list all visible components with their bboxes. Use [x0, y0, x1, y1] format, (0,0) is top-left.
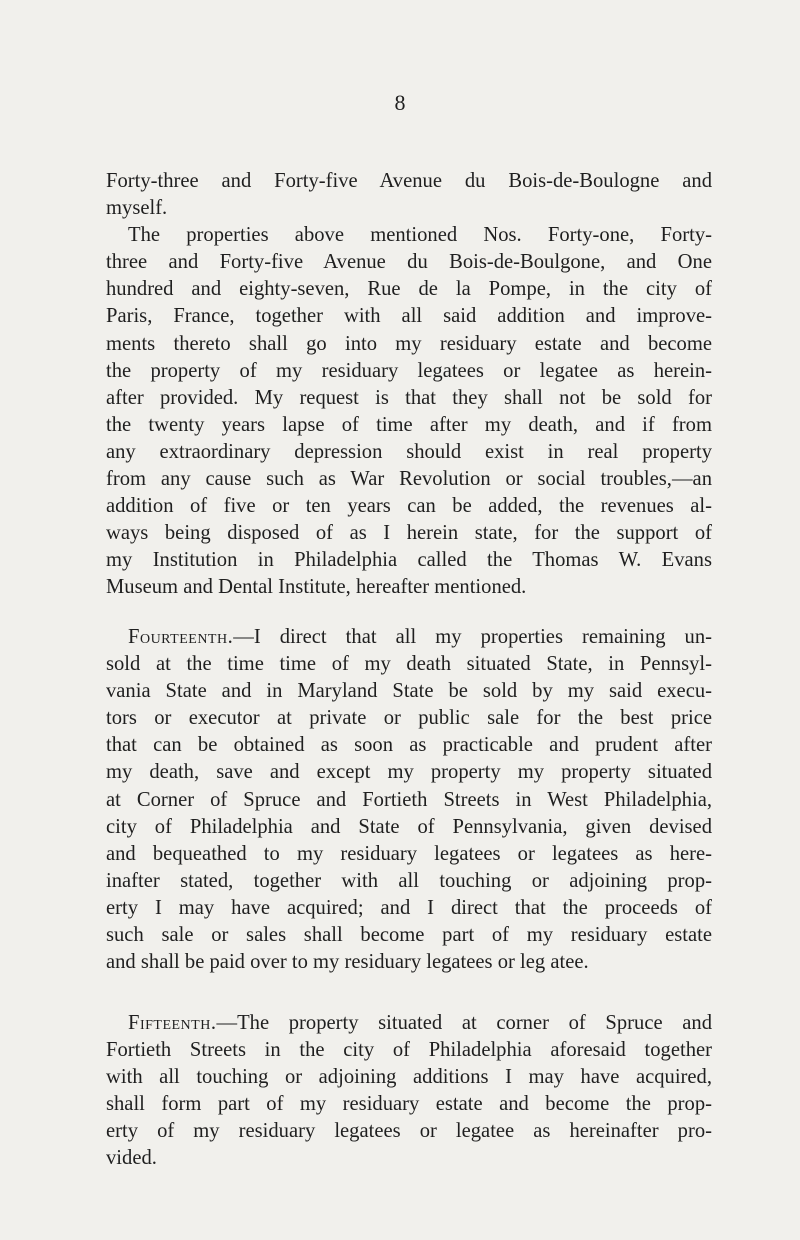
text-line: city of Philadelphia and State of Pennsylvania, given devised	[106, 815, 712, 838]
page-number: 8	[394, 90, 406, 115]
text-line: three and Forty-five Avenue du Bois-de-Boulgone, and One	[106, 251, 712, 274]
paragraph-continuation	[106, 168, 712, 602]
text-line: my death, save and except my property my property situated	[106, 761, 712, 784]
text-line: vided.	[106, 1147, 157, 1170]
text-line: myself.	[106, 197, 168, 220]
text-line-rest: —I direct that all my properties remaining un-	[233, 626, 712, 648]
text-line: Fortieth Streets in the city of Philadelphia aforesaid together	[106, 1039, 712, 1062]
text-line: erty of my residuary legatees or legatee as hereinafter pro-	[106, 1120, 712, 1143]
text-line: that can be obtained as soon as practicable and prudent after	[106, 734, 712, 757]
text-line: inafter stated, together with all touching or adjoining prop-	[106, 869, 712, 892]
text-line: ways being disposed of as I herein state, for the support of	[106, 522, 712, 545]
section-heading: Fourteenth.	[128, 626, 234, 648]
text-line: erty I may have acquired; and I direct that the proceeds of	[106, 896, 712, 919]
text-line: addition of five or ten years can be added, the revenues al-	[106, 495, 712, 518]
text-line: at Corner of Spruce and Fortieth Streets in West Philadelphia,	[106, 788, 712, 811]
text-line: and shall be paid over to my residuary legatees or leg atee.	[106, 951, 589, 974]
text-line: from any cause such as War Revolution or social troubles,—an	[106, 468, 712, 491]
text-line: with all touching or adjoining additions I may have acquired,	[106, 1066, 712, 1089]
text-line: any extraordinary depression should exist in real property	[106, 440, 712, 463]
text-line	[106, 624, 712, 651]
text-line: sold at the time time of my death situated State, in Pennsyl-	[106, 653, 712, 676]
text-line: vania State and in Maryland State be sold by my said execu-	[106, 680, 712, 703]
text-line: after provided. My request is that they shall not be sold for	[106, 386, 712, 409]
text-line: Museum and Dental Institute, hereafter mentioned.	[106, 576, 527, 599]
text-line: Forty-three and Forty-five Avenue du Bois-de-Boulogne and	[106, 170, 712, 192]
text-line-rest: —The property situated at corner of Spruce and	[216, 1012, 712, 1034]
text-line: shall form part of my residuary estate and become the prop-	[106, 1093, 712, 1116]
text-line: Paris, France, together with all said addition and improve-	[106, 305, 712, 328]
text-line: my Institution in Philadelphia called the Thomas W. Evans	[106, 549, 712, 572]
text-line: and bequeathed to my residuary legatees or legatees as here-	[106, 842, 712, 865]
section-heading: Fifteenth.	[128, 1012, 217, 1034]
text-line: the twenty years lapse of time after my death, and if from	[106, 413, 712, 436]
text-line: the property of my residuary legatees or legatee as herein-	[106, 359, 712, 382]
text-line: The properties above mentioned Nos. Forty-one, Forty-	[128, 224, 712, 247]
text-line: ments thereto shall go into my residuary estate and become	[106, 332, 712, 355]
text-line: tors or executor at private or public sale for the best price	[106, 707, 712, 730]
text-line	[106, 1010, 712, 1037]
paragraph-fifteenth	[106, 1010, 712, 1173]
text-line: such sale or sales shall become part of my residuary estate	[106, 924, 712, 947]
paragraph-fourteenth	[106, 624, 712, 976]
text-line: hundred and eighty-seven, Rue de la Pompe, in the city of	[106, 278, 712, 301]
